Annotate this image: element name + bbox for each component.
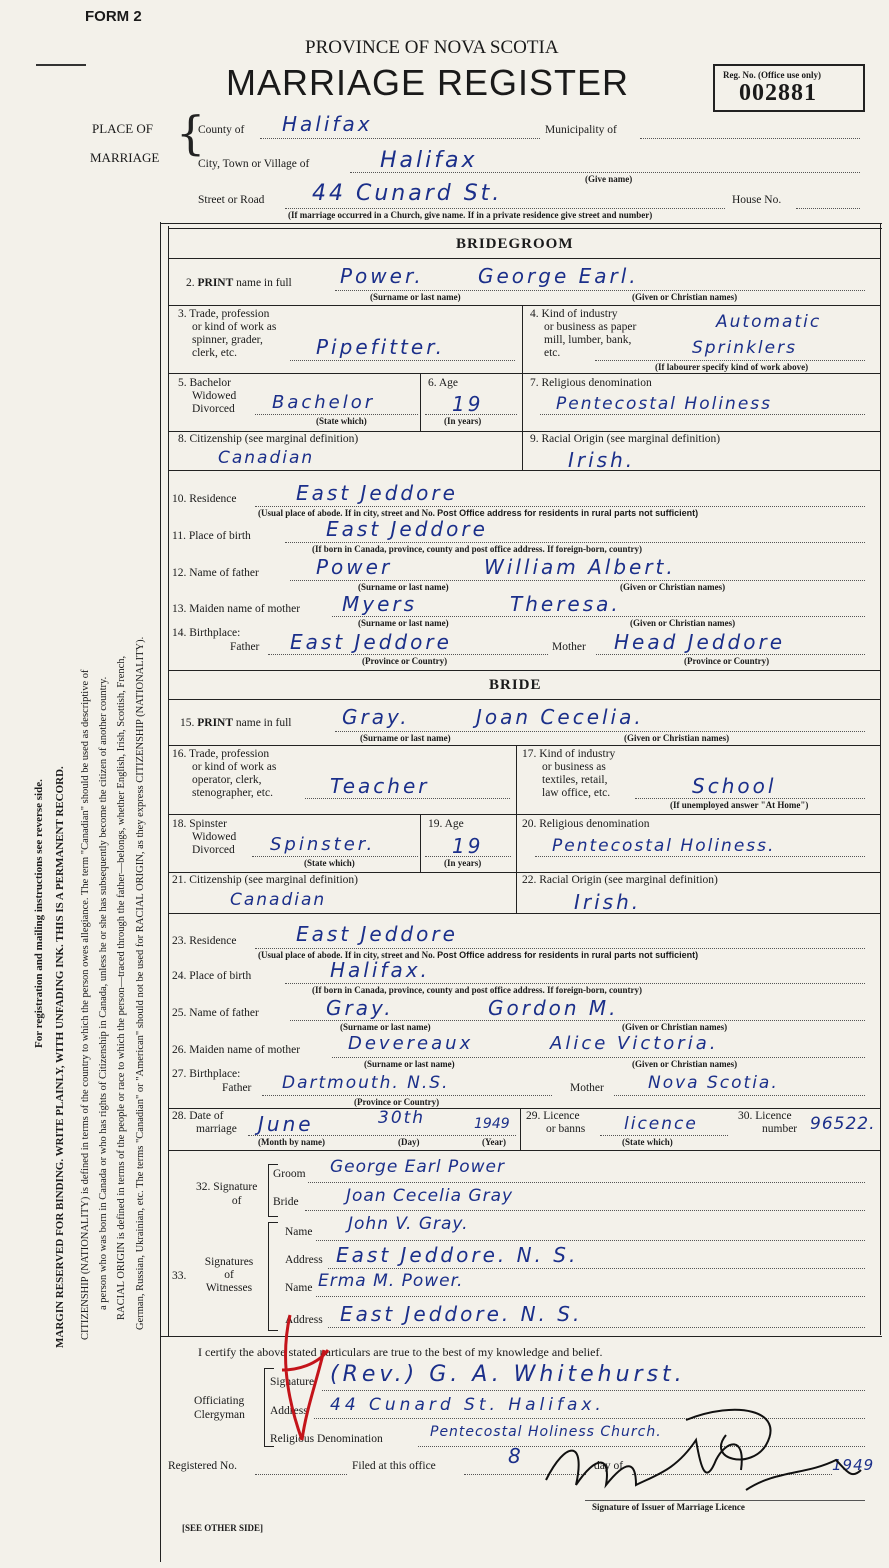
clergy-label-1: Officiating [194, 1395, 245, 1407]
bride-residence-label: 23. Residence [172, 935, 237, 947]
bride-father-prov-note: (Province or Country) [354, 1097, 440, 1107]
groom-mother-prov-note: (Province or Country) [684, 656, 770, 666]
num-33: 33. [172, 1270, 187, 1282]
groom-father-given-note: (Given or Christian names) [620, 582, 726, 592]
groom-industry-label-3: mill, lumber, bank, [544, 334, 632, 346]
bride-citizenship: Canadian [230, 890, 327, 910]
w1-name-label: Name [285, 1226, 313, 1238]
clergy-religion-label: Religious Denomination [270, 1433, 383, 1445]
bride-name-in-full: name in full [235, 717, 292, 729]
margin-binding-note: MARGIN RESERVED FOR BINDING. WRITE PLAINLY, WITH UNFADING INK. THIS IS A PERMANENT RECORD. [54, 766, 66, 1348]
groom-bp-mother-word: Mother [552, 641, 586, 653]
bride-residence: East Jeddore [296, 922, 458, 946]
groom-industry-label-2: or business as paper [544, 321, 637, 333]
form-number: FORM 2 [85, 8, 142, 25]
groom-industry-1: Automatic [716, 312, 822, 332]
licence-number-label-2: number [762, 1123, 798, 1135]
groom-age: 19 [452, 392, 484, 416]
marriage-date-label-2: marriage [196, 1123, 237, 1135]
groom-residence-note-b: Post Office address for residents in rural parts not sufficient) [437, 508, 699, 518]
margin-citizenship-2: a person who was born in Canada or who has rights of Citizenship in Canada, unless he or she has subsequently become the citizen of another country. [98, 676, 109, 1310]
bride-residence-note-a: (Usual place of abode. If in city, street and No. [258, 950, 435, 960]
w2-address-label: Address [285, 1314, 323, 1326]
groom-religion: Pentecostal Holiness [556, 394, 773, 414]
bride-print-label: PRINT [197, 717, 234, 729]
groom-trade-label-3: spinner, grader, [192, 334, 263, 346]
bride-industry-note: (If unemployed answer "At Home") [670, 800, 809, 810]
bride-status: Spinster. [270, 834, 376, 855]
groom-father-label: 12. Name of father [172, 567, 259, 579]
groom-father-surname: Power [316, 555, 393, 579]
marriage-date-label [172, 1110, 237, 1136]
marriage-day-note: (Day) [398, 1137, 420, 1147]
clergy-address: 44 Cunard St. Halifax. [330, 1395, 605, 1415]
county-value: Halifax [282, 112, 373, 136]
groom-industry-label-1: 4. Kind of industry [530, 308, 618, 320]
bride-trade: Teacher [330, 774, 430, 798]
certify-statement: I certify the above stated particulars are true to the best of my knowledge and belief. [198, 1345, 603, 1359]
licence-label-1: 29. Licence [526, 1110, 580, 1122]
bride-name-num: 15. [180, 717, 195, 729]
red-check-mark [262, 1310, 332, 1450]
groom-print-label: PRINT [197, 277, 234, 289]
bride-state-which: (State which) [304, 858, 355, 868]
city-value: Halifax [380, 148, 478, 173]
licence-label [526, 1110, 585, 1136]
w1-name: John V. Gray. [348, 1214, 469, 1234]
groom-father-given: William Albert. [484, 555, 676, 579]
groom-mother-label: 13. Maiden name of mother [172, 603, 301, 615]
bride-mother-given: Alice Victoria. [550, 1033, 719, 1054]
filed-label: Filed at this office [352, 1460, 436, 1472]
bride-in-years: (In years) [444, 858, 482, 868]
county-label: County of [198, 124, 245, 136]
bride-trade-label-3: operator, clerk, [192, 774, 262, 786]
street-note: (If marriage occurred in a Church, give name. If in a private residence give street and number) [288, 210, 653, 220]
bride-signature: Joan Cecelia Gray [346, 1186, 514, 1206]
groom-birth-label: 11. Place of birth [172, 530, 251, 542]
bride-trade-label [172, 748, 276, 800]
licence-label-2: or banns [546, 1123, 586, 1135]
groom-citizenship: Canadian [218, 448, 315, 468]
bride-trade-label-1: 16. Trade, profession [172, 748, 270, 760]
bride-bp-mother-word: Mother [570, 1082, 604, 1094]
groom-birth-note: (If born in Canada, province, county and post office address. If foreign-born, country) [312, 544, 643, 554]
groom-trade-label [178, 308, 276, 360]
groom-given-note: (Given or Christian names) [632, 292, 738, 302]
marriage-month-note: (Month by name) [258, 1137, 325, 1147]
bride-father-label: 25. Name of father [172, 1007, 259, 1019]
groom-signature: George Earl Power [330, 1157, 505, 1177]
licence-number-label [738, 1110, 797, 1136]
marriage-label: MARRIAGE [90, 150, 160, 165]
groom-name-label [186, 277, 292, 289]
groom-residence-label: 10. Residence [172, 493, 237, 505]
street-value: 44 Cunard St. [312, 181, 503, 206]
issuer-signature-label: Signature of Issuer of Marriage Licence [592, 1502, 745, 1512]
reg-no-label: Reg. No. (Office use only) [723, 70, 821, 80]
bride-surname-note: (Surname or last name) [360, 733, 451, 743]
marriage-year: 1949 [474, 1116, 510, 1132]
bride-birthplace-label: 27. Birthplace: [172, 1068, 241, 1080]
groom-mother-given: Theresa. [510, 592, 621, 616]
licence-number-label-1: 30. Licence [738, 1110, 792, 1122]
bride-father-given: Gordon M. [488, 996, 619, 1020]
groom-industry-label-4: etc. [544, 347, 561, 359]
bride-given-note: (Given or Christian names) [624, 733, 730, 743]
margin-racial-2: German, Russian, Ukrainian, etc. The terms "Canadian" or "American" should not be used for RACIAL ORIGIN, as they express CITIZENSHIP (NATIONALITY). [135, 636, 146, 1330]
groom-citizenship-label: 8. Citizenship (see marginal definition) [178, 433, 359, 445]
groom-trade-label-2: or kind of work as [192, 321, 277, 333]
see-other-side: [SEE OTHER SIDE] [182, 1523, 264, 1533]
bride-racial: Irish. [574, 890, 642, 914]
groom-father-birthplace: East Jeddore [290, 630, 452, 654]
marriage-month: June [258, 1112, 314, 1136]
clergy-signature-label: Signature [270, 1376, 315, 1388]
bride-racial-label: 22. Racial Origin (see marginal definition) [522, 874, 718, 886]
bride-mother-birthplace: Nova Scotia. [648, 1073, 779, 1093]
municipality-label: Municipality of [545, 124, 617, 136]
bride-status-widowed: Widowed [192, 831, 237, 843]
groom-residence: East Jeddore [296, 481, 458, 505]
bride-given: Joan Cecelia. [476, 705, 644, 729]
groom-name-in-full: name in full [236, 277, 292, 289]
bride-father-surname-note: (Surname or last name) [340, 1022, 431, 1032]
groom-industry-note: (If labourer specify kind of work above) [655, 362, 809, 372]
marriage-day: 30th [378, 1108, 426, 1128]
bride-religion-label: 20. Religious denomination [522, 818, 650, 830]
groom-birthplace-label: 14. Birthplace: [172, 627, 241, 639]
bride-residence-note-b: Post Office address for residents in rural parts not sufficient) [437, 950, 699, 960]
marriage-date-label-1: 28. Date of [172, 1110, 224, 1122]
groom-in-years: (In years) [444, 416, 482, 426]
document-title: MARRIAGE REGISTER [226, 62, 630, 103]
licence-number: 96522. [810, 1114, 876, 1134]
bride-citizenship-label: 21. Citizenship (see marginal definition) [172, 874, 358, 886]
bride-surname: Gray. [342, 705, 410, 729]
marriage-year-note: (Year) [482, 1137, 506, 1147]
clergy-religion: Pentecostal Holiness Church. [430, 1424, 662, 1440]
w2-address: East Jeddore. N. S. [340, 1302, 583, 1326]
bride-father-surname: Gray. [326, 996, 394, 1020]
groom-racial-label: 9. Racial Origin (see marginal definition) [530, 433, 721, 445]
groom-industry-2: Sprinklers [692, 338, 797, 358]
bride-heading: BRIDE [489, 677, 542, 693]
signature-of-label [196, 1180, 257, 1208]
groom-residence-note-a: (Usual place of abode. If in city, street and No. [258, 508, 435, 518]
groom-father-prov-note: (Province or Country) [362, 656, 448, 666]
w2-name-label: Name [285, 1282, 313, 1294]
bride-industry-label-2: or business as [542, 761, 606, 773]
groom-sig-label: Groom [273, 1168, 306, 1180]
ink-mark [36, 64, 86, 66]
witness-label [194, 1256, 264, 1295]
bridegroom-heading: BRIDEGROOM [456, 236, 574, 252]
bride-mother-surname: Devereaux [348, 1033, 474, 1054]
day-of-label: day of [594, 1460, 624, 1472]
reg-no-value: 002881 [739, 80, 817, 106]
groom-status-widowed: Widowed [192, 390, 237, 402]
bride-age: 19 [452, 834, 484, 858]
filed-day: 8 [508, 1444, 524, 1468]
groom-age-label: 6. Age [428, 377, 459, 389]
groom-surname: Power. [340, 264, 424, 288]
bride-status-label [172, 818, 236, 857]
bride-birth-note: (If born in Canada, province, county and post office address. If foreign-born, country) [312, 985, 643, 995]
bride-bp-father-word: Father [222, 1082, 252, 1094]
groom-status-label [178, 377, 236, 416]
bride-industry-label-1: 17. Kind of industry [522, 748, 616, 760]
bride-sig-label: Bride [273, 1196, 299, 1208]
clergy-signature: (Rev.) G. A. Whitehurst. [330, 1362, 686, 1387]
bride-trade-label-4: stenographer, etc. [192, 787, 273, 799]
groom-state-which: (State which) [316, 416, 367, 426]
groom-status: Bachelor [272, 392, 376, 413]
bride-father-birthplace: Dartmouth. N.S. [282, 1073, 450, 1093]
groom-trade: Pipefitter. [316, 335, 445, 359]
bride-industry-label-3: textiles, retail, [542, 774, 608, 786]
groom-given: George Earl. [478, 264, 639, 288]
groom-surname-note: (Surname or last name) [370, 292, 461, 302]
groom-name-num: 2. [186, 277, 195, 289]
bride-father-given-note: (Given or Christian names) [622, 1022, 728, 1032]
bride-birth: Halifax. [330, 958, 430, 982]
witness-label-2: of [224, 1269, 234, 1281]
issuer-signature [536, 1400, 866, 1500]
margin-citizenship-1: CITIZENSHIP (NATIONALITY) is defined in terms of the country to which the person owes allegiance. The term "Canadian" should be used as descriptive of [80, 669, 91, 1340]
groom-mother-surname-note: (Surname or last name) [358, 618, 449, 628]
groom-bp-father-word: Father [230, 641, 260, 653]
w2-name: Erma M. Power. [318, 1271, 464, 1291]
groom-trade-label-1: 3. Trade, profession [178, 308, 270, 320]
filed-year: 1949 [832, 1456, 875, 1474]
licence-type: licence [624, 1114, 698, 1134]
signature-label-2: of [231, 1195, 242, 1207]
registered-no-label: Registered No. [168, 1460, 237, 1472]
bride-birth-label: 24. Place of birth [172, 970, 252, 982]
place-brace: { [176, 106, 206, 160]
bride-industry-label-4: law office, etc. [542, 787, 611, 799]
clergy-label [194, 1394, 245, 1422]
groom-status-bachelor: 5. Bachelor [178, 377, 232, 389]
groom-mother-given-note: (Given or Christian names) [630, 618, 736, 628]
groom-trade-label-4: clerk, etc. [192, 347, 238, 359]
bride-status-divorced: Divorced [192, 844, 235, 856]
groom-racial: Irish. [568, 448, 636, 472]
city-label: City, Town or Village of [198, 158, 310, 170]
bride-industry: School [692, 774, 777, 798]
groom-industry-label [530, 308, 636, 360]
bride-mother-surname-note: (Surname or last name) [364, 1059, 455, 1069]
place-of-label: PLACE OF [92, 121, 154, 136]
groom-status-divorced: Divorced [192, 403, 235, 415]
groom-birth: East Jeddore [326, 517, 488, 541]
bride-residence-note [258, 950, 698, 960]
give-name-note: (Give name) [585, 174, 633, 184]
bride-religion: Pentecostal Holiness. [552, 836, 776, 856]
groom-religion-label: 7. Religious denomination [530, 377, 652, 389]
bride-trade-label-2: or kind of work as [192, 761, 277, 773]
reg-no-box [713, 64, 865, 112]
licence-state-note: (State which) [622, 1137, 673, 1147]
margin-instructions: For registration and mailing instructions see reverse side. [33, 779, 45, 1048]
clergy-address-label: Address [270, 1405, 308, 1417]
witness-label-3: Witnesses [205, 1282, 253, 1294]
bride-mother-label: 26. Maiden name of mother [172, 1044, 301, 1056]
bride-industry-label [522, 748, 615, 800]
signature-label-1: 32. Signature [196, 1181, 258, 1193]
clergy-label-2: Clergyman [194, 1409, 245, 1421]
house-no-label: House No. [732, 194, 782, 206]
bride-name-label [180, 717, 291, 729]
bride-status-spinster: 18. Spinster [172, 818, 227, 830]
province-heading: PROVINCE OF NOVA SCOTIA [305, 37, 559, 58]
bride-age-label: 19. Age [428, 818, 464, 830]
street-label: Street or Road [198, 194, 265, 206]
w1-address: East Jeddore. N. S. [336, 1243, 579, 1267]
groom-father-surname-note: (Surname or last name) [358, 582, 449, 592]
bride-mother-given-note: (Given or Christian names) [632, 1059, 738, 1069]
w1-address-label: Address [285, 1254, 323, 1266]
groom-mother-birthplace: Head Jeddore [614, 630, 786, 654]
groom-mother-surname: Myers [342, 592, 418, 616]
margin-racial-1: RACIAL ORIGIN is defined in terms of the people or race to which the person—traced through the father—belongs, whether English, Irish, Scottish, French, [116, 655, 127, 1320]
witness-label-1: Signatures [204, 1256, 254, 1268]
